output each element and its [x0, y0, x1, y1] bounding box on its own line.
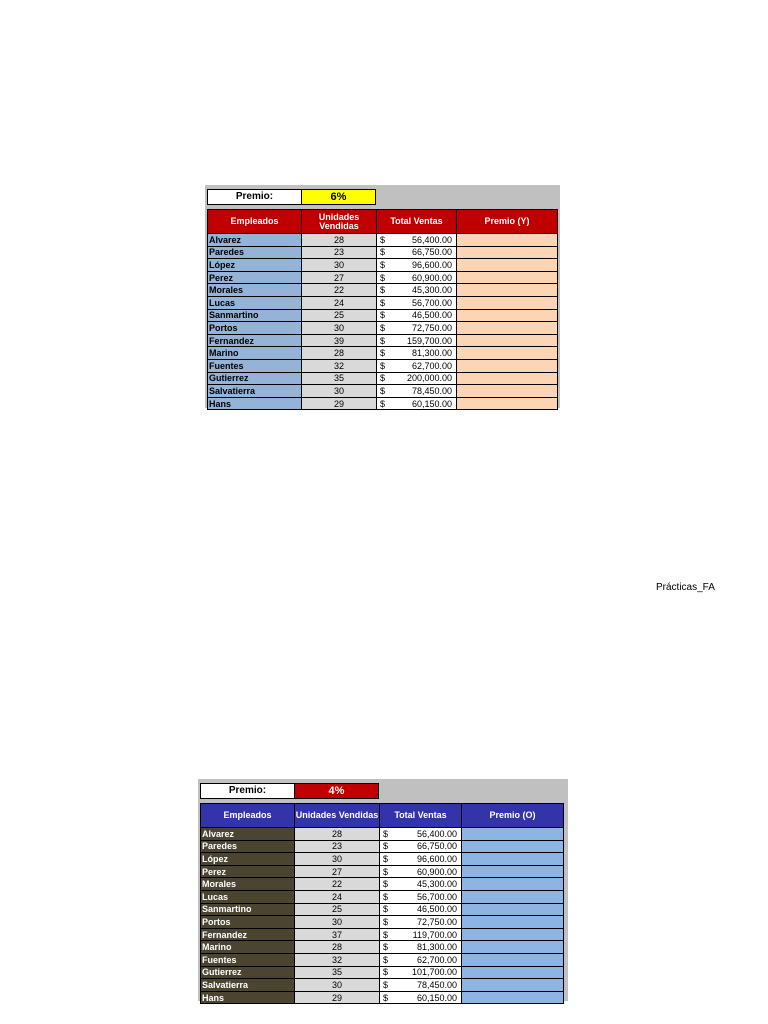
- table-row: [201, 941, 564, 954]
- table-row: [208, 296, 558, 309]
- total-sales-cell[interactable]: [377, 271, 457, 284]
- total-sales-cell[interactable]: [380, 865, 462, 878]
- currency-symbol: $: [380, 234, 386, 245]
- table-row: [201, 828, 564, 841]
- total-sales-cell[interactable]: [380, 840, 462, 853]
- table-row: [201, 953, 564, 966]
- header-empleados: Empleados: [208, 210, 302, 234]
- table-body: [208, 234, 558, 410]
- total-amount: 62,700.00: [416, 954, 457, 965]
- total-sales-cell[interactable]: [380, 941, 462, 954]
- table-body: [201, 828, 564, 1004]
- total-sales-cell[interactable]: [377, 246, 457, 259]
- table-row: [208, 259, 558, 272]
- premio-cell[interactable]: [462, 941, 564, 954]
- total-amount: 72,750.00: [411, 322, 452, 333]
- total-amount: 56,400.00: [416, 828, 457, 839]
- currency-symbol: $: [380, 373, 386, 384]
- total-amount: 45,300.00: [411, 285, 452, 296]
- currency-symbol: $: [380, 247, 386, 258]
- total-sales-cell[interactable]: [377, 296, 457, 309]
- total-amount: 66,750.00: [411, 247, 452, 258]
- employee-name-cell[interactable]: López: [208, 259, 302, 272]
- total-sales-cell[interactable]: [380, 979, 462, 992]
- premio-label: Premio:: [207, 189, 302, 205]
- premio-cell[interactable]: [457, 234, 558, 247]
- units-sold-cell[interactable]: 25: [302, 309, 377, 322]
- premio-cell[interactable]: [457, 372, 558, 385]
- units-sold-cell[interactable]: 25: [295, 903, 380, 916]
- employee-name-cell[interactable]: Salvatierra: [201, 979, 295, 992]
- table-row: [201, 840, 564, 853]
- employee-name-cell[interactable]: Lucas: [208, 296, 302, 309]
- currency-symbol: $: [380, 272, 386, 283]
- units-sold-cell[interactable]: 39: [302, 334, 377, 347]
- currency-symbol: $: [380, 385, 386, 396]
- units-sold-cell[interactable]: 30: [302, 259, 377, 272]
- employee-name-cell[interactable]: Fernandez: [201, 928, 295, 941]
- units-sold-cell[interactable]: 23: [295, 840, 380, 853]
- table-row: [201, 991, 564, 1004]
- total-amount: 60,150.00: [411, 398, 452, 409]
- total-amount: 72,750.00: [416, 916, 457, 927]
- footer-label: Prácticas_FA: [656, 582, 715, 593]
- total-sales-cell[interactable]: [377, 359, 457, 372]
- total-sales-cell[interactable]: [377, 259, 457, 272]
- total-sales-cell[interactable]: [380, 966, 462, 979]
- total-sales-cell[interactable]: [377, 385, 457, 398]
- total-amount: 45,300.00: [416, 879, 457, 890]
- units-sold-cell[interactable]: 22: [295, 878, 380, 891]
- premio-rate-cell[interactable]: 6%: [301, 189, 376, 205]
- units-sold-cell[interactable]: 28: [295, 828, 380, 841]
- premio-cell[interactable]: [457, 284, 558, 297]
- table-row: [208, 397, 558, 410]
- employee-name-cell[interactable]: Morales: [208, 284, 302, 297]
- employee-name-cell[interactable]: López: [201, 853, 295, 866]
- total-sales-cell[interactable]: [377, 347, 457, 360]
- table-row: [208, 334, 558, 347]
- header-premio: Premio (O): [462, 804, 564, 828]
- total-amount: 101,700.00: [411, 967, 457, 978]
- total-sales-cell[interactable]: [377, 309, 457, 322]
- total-amount: 66,750.00: [416, 841, 457, 852]
- total-sales-cell[interactable]: [380, 903, 462, 916]
- total-sales-cell[interactable]: [377, 334, 457, 347]
- premio-cell[interactable]: [462, 991, 564, 1004]
- premio-cell[interactable]: [462, 916, 564, 929]
- employee-name-cell[interactable]: Sanmartino: [201, 903, 295, 916]
- units-sold-cell[interactable]: 37: [295, 928, 380, 941]
- total-sales-cell[interactable]: [377, 397, 457, 410]
- total-amount: 81,300.00: [411, 348, 452, 359]
- employee-name-cell[interactable]: Salvatierra: [208, 385, 302, 398]
- units-sold-cell[interactable]: 30: [302, 322, 377, 335]
- premio-rate-cell[interactable]: 4%: [294, 783, 379, 799]
- table-row: [201, 878, 564, 891]
- premio-cell[interactable]: [462, 890, 564, 903]
- total-sales-cell[interactable]: [380, 916, 462, 929]
- units-sold-cell[interactable]: 29: [295, 991, 380, 1004]
- total-sales-cell[interactable]: [377, 372, 457, 385]
- premio-cell[interactable]: [462, 853, 564, 866]
- total-sales-cell[interactable]: [380, 853, 462, 866]
- header-empleados: Empleados: [201, 804, 295, 828]
- premio-cell[interactable]: [457, 385, 558, 398]
- premio-label: Premio:: [200, 783, 295, 799]
- employee-name-cell[interactable]: Lucas: [201, 890, 295, 903]
- total-sales-cell[interactable]: [380, 828, 462, 841]
- employee-name-cell[interactable]: Marino: [201, 941, 295, 954]
- currency-symbol: $: [383, 841, 389, 852]
- employee-name-cell[interactable]: Paredes: [208, 246, 302, 259]
- units-sold-cell[interactable]: 32: [295, 953, 380, 966]
- premio-cell[interactable]: [462, 966, 564, 979]
- header-premio: Premio (Y): [457, 210, 558, 234]
- table-row: [208, 359, 558, 372]
- total-sales-cell[interactable]: [377, 284, 457, 297]
- total-amount: 56,700.00: [411, 297, 452, 308]
- total-amount: 60,150.00: [416, 992, 457, 1003]
- total-amount: 46,500.00: [416, 904, 457, 915]
- employee-name-cell[interactable]: Portos: [201, 916, 295, 929]
- currency-symbol: $: [383, 992, 389, 1003]
- total-sales-cell[interactable]: [380, 953, 462, 966]
- employee-name-cell[interactable]: Hans: [208, 397, 302, 410]
- table-row: [201, 928, 564, 941]
- premio-cell[interactable]: [457, 397, 558, 410]
- currency-symbol: $: [380, 297, 386, 308]
- total-sales-cell[interactable]: [380, 928, 462, 941]
- currency-symbol: $: [380, 398, 386, 409]
- premio-cell[interactable]: [462, 953, 564, 966]
- table-row: [201, 903, 564, 916]
- table-row: [208, 246, 558, 259]
- total-amount: 56,400.00: [411, 234, 452, 245]
- currency-symbol: $: [380, 360, 386, 371]
- currency-symbol: $: [383, 904, 389, 915]
- total-sales-cell[interactable]: [377, 322, 457, 335]
- total-amount: 78,450.00: [411, 385, 452, 396]
- currency-symbol: $: [383, 942, 389, 953]
- employee-name-cell[interactable]: Fuentes: [208, 359, 302, 372]
- employee-name-cell[interactable]: Hans: [201, 991, 295, 1004]
- employee-name-cell[interactable]: Fuentes: [201, 953, 295, 966]
- units-sold-cell[interactable]: 35: [295, 966, 380, 979]
- currency-symbol: $: [383, 866, 389, 877]
- currency-symbol: $: [380, 322, 386, 333]
- table-row: [208, 234, 558, 247]
- currency-symbol: $: [383, 929, 389, 940]
- premio-cell[interactable]: [457, 296, 558, 309]
- header-total-ventas: Total Ventas: [380, 804, 462, 828]
- premio-cell[interactable]: [457, 271, 558, 284]
- currency-symbol: $: [383, 828, 389, 839]
- total-sales-cell[interactable]: [380, 878, 462, 891]
- header-unidades-vendidas: Unidades Vendidas: [302, 210, 377, 234]
- units-sold-cell[interactable]: 30: [302, 385, 377, 398]
- header-unidades-vendidas: Unidades Vendidas: [295, 804, 380, 828]
- currency-symbol: $: [383, 916, 389, 927]
- premio-cell[interactable]: [457, 246, 558, 259]
- total-amount: 46,500.00: [411, 310, 452, 321]
- currency-symbol: $: [380, 259, 386, 270]
- total-sales-cell[interactable]: [377, 234, 457, 247]
- table-row: [201, 865, 564, 878]
- table-row: [208, 347, 558, 360]
- employee-name-cell[interactable]: Alvarez: [201, 828, 295, 841]
- premio-cell[interactable]: [462, 979, 564, 992]
- units-sold-cell[interactable]: 23: [302, 246, 377, 259]
- premio-cell[interactable]: [457, 322, 558, 335]
- total-sales-cell[interactable]: [380, 890, 462, 903]
- total-amount: 119,700.00: [412, 929, 457, 940]
- total-amount: 96,600.00: [416, 853, 457, 864]
- total-amount: 60,900.00: [411, 272, 452, 283]
- table-row: [208, 372, 558, 385]
- table-row: [201, 979, 564, 992]
- total-sales-cell[interactable]: [380, 991, 462, 1004]
- currency-symbol: $: [383, 853, 389, 864]
- premio-cell[interactable]: [457, 309, 558, 322]
- total-amount: 81,300.00: [416, 942, 457, 953]
- total-amount: 159,700.00: [406, 335, 452, 346]
- premio-cell[interactable]: [457, 334, 558, 347]
- table-row: [201, 916, 564, 929]
- units-sold-cell[interactable]: 28: [302, 234, 377, 247]
- currency-symbol: $: [383, 979, 389, 990]
- units-sold-cell[interactable]: 29: [302, 397, 377, 410]
- table-row: [201, 853, 564, 866]
- table-row: [208, 284, 558, 297]
- employee-name-cell[interactable]: Gutierrez: [201, 966, 295, 979]
- currency-symbol: $: [383, 954, 389, 965]
- currency-symbol: $: [380, 310, 386, 321]
- total-amount: 60,900.00: [416, 866, 457, 877]
- currency-symbol: $: [380, 335, 386, 346]
- premio-cell[interactable]: [462, 903, 564, 916]
- currency-symbol: $: [383, 879, 389, 890]
- table-row: [201, 890, 564, 903]
- employee-name-cell[interactable]: Marino: [208, 347, 302, 360]
- employee-name-cell[interactable]: Fernandez: [208, 334, 302, 347]
- units-sold-cell[interactable]: 30: [295, 916, 380, 929]
- currency-symbol: $: [380, 285, 386, 296]
- table-row: [208, 309, 558, 322]
- table-row: [208, 271, 558, 284]
- employee-name-cell[interactable]: Gutierrez: [208, 372, 302, 385]
- total-amount: 200,000.00: [406, 373, 452, 384]
- premio-cell[interactable]: [457, 259, 558, 272]
- employee-name-cell[interactable]: Sanmartino: [208, 309, 302, 322]
- employee-name-cell[interactable]: Portos: [208, 322, 302, 335]
- employee-name-cell[interactable]: Paredes: [201, 840, 295, 853]
- premio-cell[interactable]: [457, 359, 558, 372]
- units-sold-cell[interactable]: 30: [295, 853, 380, 866]
- total-amount: 62,700.00: [411, 360, 452, 371]
- premio-cell[interactable]: [457, 347, 558, 360]
- units-sold-cell[interactable]: 30: [295, 979, 380, 992]
- units-sold-cell[interactable]: 24: [302, 296, 377, 309]
- currency-symbol: $: [383, 967, 389, 978]
- premio-cell[interactable]: [462, 878, 564, 891]
- sales-table-2: [200, 803, 564, 1004]
- table-row: [208, 322, 558, 335]
- total-amount: 78,450.00: [416, 979, 457, 990]
- table-row: [208, 385, 558, 398]
- employee-name-cell[interactable]: Perez: [208, 271, 302, 284]
- units-sold-cell[interactable]: 32: [302, 359, 377, 372]
- currency-symbol: $: [380, 348, 386, 359]
- currency-symbol: $: [383, 891, 389, 902]
- premio-cell[interactable]: [462, 828, 564, 841]
- units-sold-cell[interactable]: 22: [302, 284, 377, 297]
- units-sold-cell[interactable]: 27: [302, 271, 377, 284]
- premio-cell[interactable]: [462, 840, 564, 853]
- employee-name-cell[interactable]: Alvarez: [208, 234, 302, 247]
- total-amount: 96,600.00: [411, 259, 452, 270]
- units-sold-cell[interactable]: 28: [295, 941, 380, 954]
- units-sold-cell[interactable]: 28: [302, 347, 377, 360]
- table-row: [201, 966, 564, 979]
- units-sold-cell[interactable]: 35: [302, 372, 377, 385]
- header-total-ventas: Total Ventas: [377, 210, 457, 234]
- total-amount: 56,700.00: [416, 891, 457, 902]
- employee-name-cell[interactable]: Perez: [201, 865, 295, 878]
- premio-cell[interactable]: [462, 928, 564, 941]
- units-sold-cell[interactable]: 24: [295, 890, 380, 903]
- employee-name-cell[interactable]: Morales: [201, 878, 295, 891]
- sales-table-1: [207, 209, 558, 410]
- units-sold-cell[interactable]: 27: [295, 865, 380, 878]
- premio-cell[interactable]: [462, 865, 564, 878]
